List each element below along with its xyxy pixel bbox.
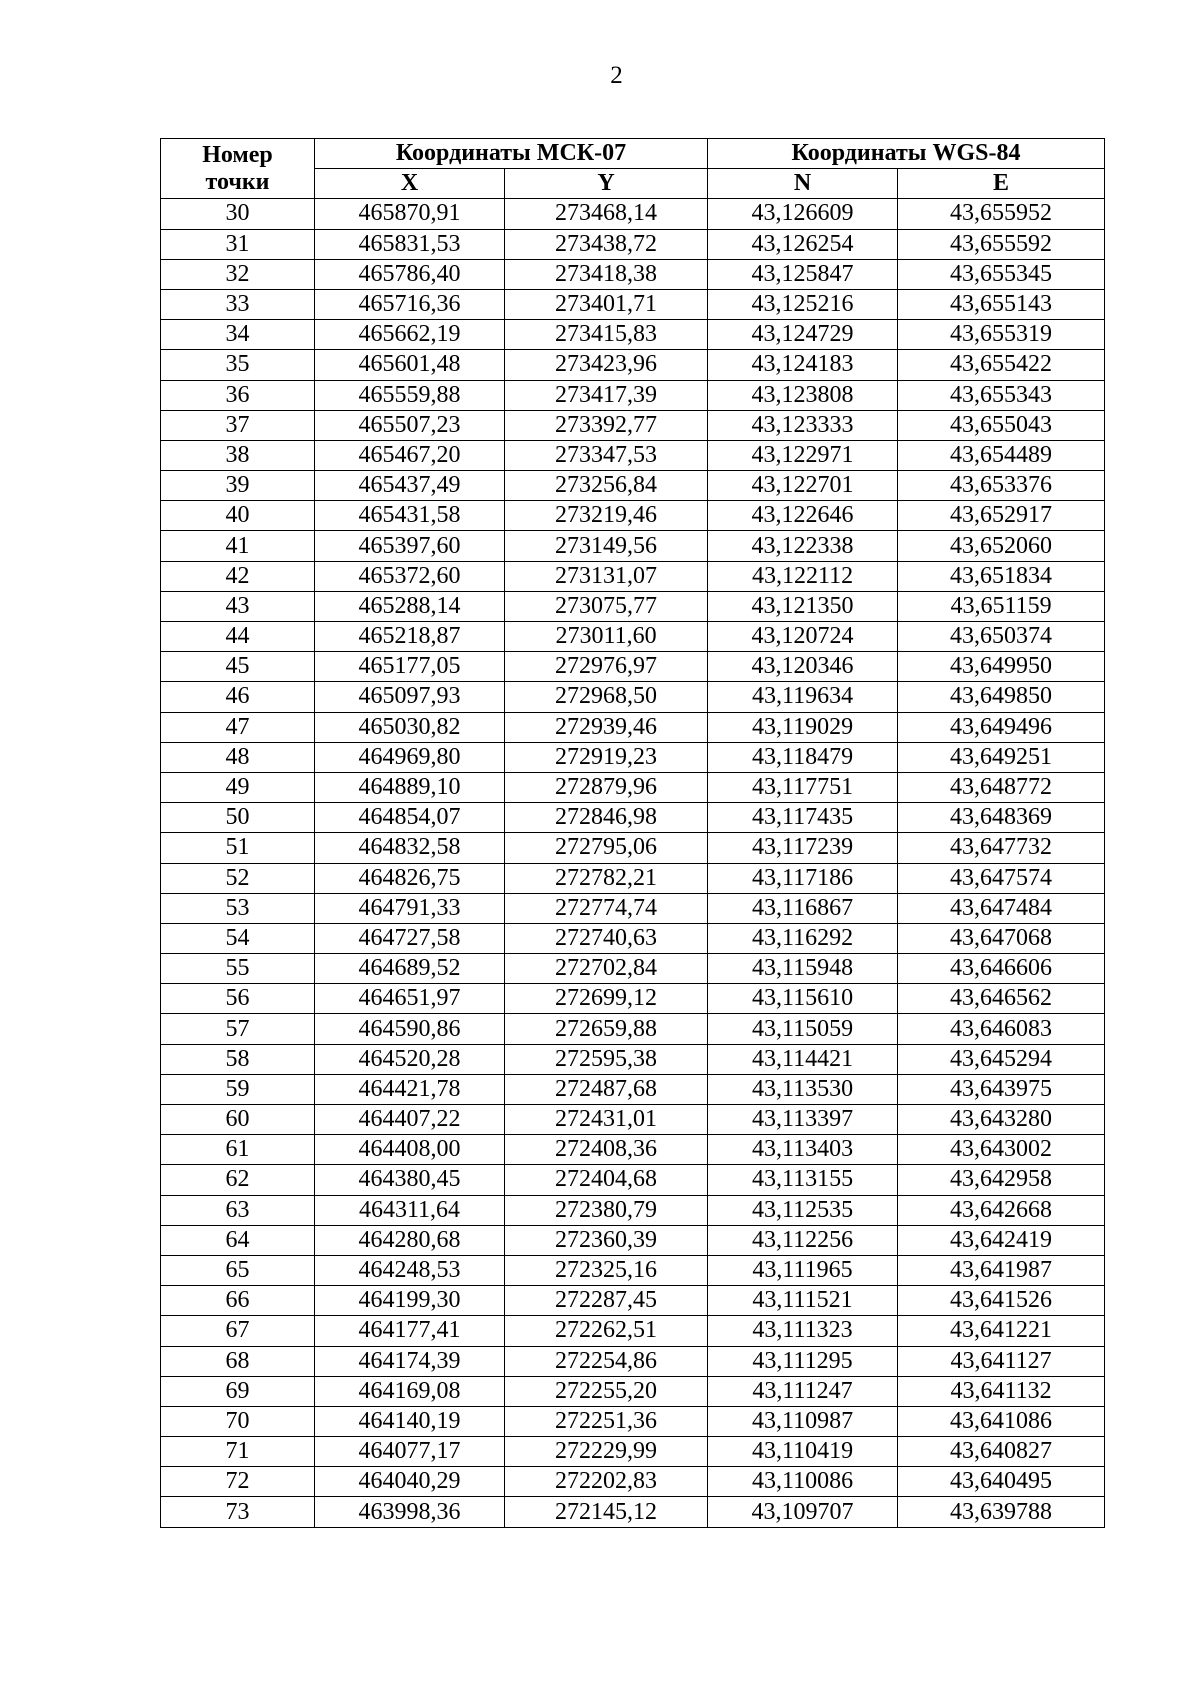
x-cell: 464421,78 [315, 1074, 505, 1104]
n-cell: 43,126254 [708, 229, 898, 259]
y-cell: 272702,84 [505, 954, 708, 984]
y-cell: 272699,12 [505, 984, 708, 1014]
y-cell: 272487,68 [505, 1074, 708, 1104]
e-cell: 43,647732 [898, 833, 1105, 863]
x-cell: 465437,49 [315, 471, 505, 501]
e-cell: 43,655345 [898, 259, 1105, 289]
x-cell: 464590,86 [315, 1014, 505, 1044]
x-cell: 464311,64 [315, 1195, 505, 1225]
e-cell: 43,646606 [898, 954, 1105, 984]
e-cell: 43,645294 [898, 1044, 1105, 1074]
n-cell: 43,111247 [708, 1376, 898, 1406]
table-row [161, 531, 1105, 561]
n-cell: 43,119029 [708, 712, 898, 742]
e-cell: 43,641221 [898, 1316, 1105, 1346]
y-cell: 273417,39 [505, 380, 708, 410]
n-cell: 43,126609 [708, 199, 898, 229]
x-cell: 465288,14 [315, 591, 505, 621]
point-number-cell: 72 [161, 1467, 315, 1497]
point-number-cell: 48 [161, 742, 315, 772]
x-cell: 464169,08 [315, 1376, 505, 1406]
n-cell: 43,111521 [708, 1286, 898, 1316]
e-cell: 43,647574 [898, 863, 1105, 893]
point-number-cell: 59 [161, 1074, 315, 1104]
y-cell: 272431,01 [505, 1105, 708, 1135]
wgs-84-group-header: Координаты WGS-84 [708, 139, 1105, 169]
n-cell: 43,120724 [708, 622, 898, 652]
y-cell: 272380,79 [505, 1195, 708, 1225]
e-cell: 43,654489 [898, 440, 1105, 470]
x-cell: 465870,91 [315, 199, 505, 229]
x-cell: 464889,10 [315, 772, 505, 802]
table-row [161, 1437, 1105, 1467]
point-number-header [161, 139, 315, 199]
x-cell: 464520,28 [315, 1044, 505, 1074]
n-cell: 43,125847 [708, 259, 898, 289]
point-number-cell: 36 [161, 380, 315, 410]
n-cell: 43,125216 [708, 289, 898, 319]
point-number-cell: 39 [161, 471, 315, 501]
n-cell: 43,112256 [708, 1225, 898, 1255]
point-number-cell: 40 [161, 501, 315, 531]
y-cell: 272255,20 [505, 1376, 708, 1406]
y-cell: 272740,63 [505, 923, 708, 953]
x-cell: 464177,41 [315, 1316, 505, 1346]
point-number-cell: 65 [161, 1255, 315, 1285]
e-cell: 43,648369 [898, 803, 1105, 833]
table-row [161, 1044, 1105, 1074]
x-cell: 464689,52 [315, 954, 505, 984]
e-cell: 43,655422 [898, 350, 1105, 380]
e-cell: 43,641127 [898, 1346, 1105, 1376]
x-cell: 465662,19 [315, 320, 505, 350]
n-cell: 43,117186 [708, 863, 898, 893]
point-number-cell: 50 [161, 803, 315, 833]
n-cell: 43,117435 [708, 803, 898, 833]
e-cell: 43,650374 [898, 622, 1105, 652]
n-cell: 43,115059 [708, 1014, 898, 1044]
msk-07-group-header: Координаты МСК-07 [315, 139, 708, 169]
coordinates-table [160, 138, 1105, 1528]
point-number-cell: 37 [161, 410, 315, 440]
table-header [161, 139, 1105, 199]
table-row [161, 984, 1105, 1014]
e-cell: 43,655343 [898, 380, 1105, 410]
y-cell: 272659,88 [505, 1014, 708, 1044]
point-number-cell: 35 [161, 350, 315, 380]
e-cell: 43,641987 [898, 1255, 1105, 1285]
point-number-cell: 56 [161, 984, 315, 1014]
y-cell: 272404,68 [505, 1165, 708, 1195]
n-cell: 43,124183 [708, 350, 898, 380]
table-row [161, 712, 1105, 742]
point-number-cell: 38 [161, 440, 315, 470]
y-cell: 272408,36 [505, 1135, 708, 1165]
table-row [161, 652, 1105, 682]
table-row [161, 471, 1105, 501]
table-row [161, 1286, 1105, 1316]
e-cell: 43,646562 [898, 984, 1105, 1014]
table-row [161, 289, 1105, 319]
table-row [161, 199, 1105, 229]
point-number-cell: 71 [161, 1437, 315, 1467]
y-cell: 272782,21 [505, 863, 708, 893]
point-number-cell: 69 [161, 1376, 315, 1406]
point-number-cell: 46 [161, 682, 315, 712]
x-cell: 464969,80 [315, 742, 505, 772]
n-cell: 43,121350 [708, 591, 898, 621]
point-number-cell: 43 [161, 591, 315, 621]
x-cell: 465507,23 [315, 410, 505, 440]
e-cell: 43,641526 [898, 1286, 1105, 1316]
n-cell: 43,110987 [708, 1406, 898, 1436]
x-cell: 465831,53 [315, 229, 505, 259]
point-number-cell: 62 [161, 1165, 315, 1195]
n-cell: 43,115948 [708, 954, 898, 984]
n-cell: 43,123808 [708, 380, 898, 410]
table-row [161, 1135, 1105, 1165]
e-cell: 43,648772 [898, 772, 1105, 802]
x-cell: 464832,58 [315, 833, 505, 863]
table-row [161, 1376, 1105, 1406]
x-cell: 464280,68 [315, 1225, 505, 1255]
table-row [161, 1255, 1105, 1285]
table-row [161, 380, 1105, 410]
y-cell: 272287,45 [505, 1286, 708, 1316]
x-cell: 464854,07 [315, 803, 505, 833]
n-cell: 43,117239 [708, 833, 898, 863]
y-cell: 272795,06 [505, 833, 708, 863]
table-row [161, 833, 1105, 863]
y-cell: 273423,96 [505, 350, 708, 380]
x-cell: 464727,58 [315, 923, 505, 953]
point-number-cell: 30 [161, 199, 315, 229]
y-cell: 272968,50 [505, 682, 708, 712]
n-cell: 43,113155 [708, 1165, 898, 1195]
y-cell: 272229,99 [505, 1437, 708, 1467]
n-cell: 43,123333 [708, 410, 898, 440]
n-cell: 43,115610 [708, 984, 898, 1014]
point-number-cell: 70 [161, 1406, 315, 1436]
point-number-cell: 31 [161, 229, 315, 259]
table-row [161, 501, 1105, 531]
point-number-cell: 47 [161, 712, 315, 742]
e-cell: 43,642668 [898, 1195, 1105, 1225]
point-number-cell: 68 [161, 1346, 315, 1376]
x-cell: 464077,17 [315, 1437, 505, 1467]
e-cell: 43,647068 [898, 923, 1105, 953]
y-cell: 272976,97 [505, 652, 708, 682]
n-cell: 43,111295 [708, 1346, 898, 1376]
table-row [161, 1105, 1105, 1135]
table-row [161, 561, 1105, 591]
n-cell: 43,124729 [708, 320, 898, 350]
y-cell: 273219,46 [505, 501, 708, 531]
x-cell: 463998,36 [315, 1497, 505, 1527]
e-cell: 43,649850 [898, 682, 1105, 712]
point-number-cell: 66 [161, 1286, 315, 1316]
e-cell: 43,655043 [898, 410, 1105, 440]
x-cell: 464651,97 [315, 984, 505, 1014]
point-number-cell: 32 [161, 259, 315, 289]
header-row-groups [161, 139, 1105, 169]
e-cell: 43,643280 [898, 1105, 1105, 1135]
x-cell: 465030,82 [315, 712, 505, 742]
y-cell: 273415,83 [505, 320, 708, 350]
point-number-cell: 42 [161, 561, 315, 591]
point-number-header-line2: точки [205, 168, 270, 195]
y-cell: 272879,96 [505, 772, 708, 802]
table-row [161, 1225, 1105, 1255]
x-cell: 464174,39 [315, 1346, 505, 1376]
e-cell: 43,655952 [898, 199, 1105, 229]
column-header-n: N [708, 169, 898, 199]
y-cell: 272251,36 [505, 1406, 708, 1436]
point-number-cell: 64 [161, 1225, 315, 1255]
table-row [161, 259, 1105, 289]
e-cell: 43,652060 [898, 531, 1105, 561]
table-row [161, 863, 1105, 893]
y-cell: 272145,12 [505, 1497, 708, 1527]
e-cell: 43,655592 [898, 229, 1105, 259]
x-cell: 464791,33 [315, 893, 505, 923]
point-number-cell: 51 [161, 833, 315, 863]
point-number-cell: 67 [161, 1316, 315, 1346]
n-cell: 43,116867 [708, 893, 898, 923]
table-row [161, 1406, 1105, 1436]
x-cell: 464248,53 [315, 1255, 505, 1285]
table-row [161, 1467, 1105, 1497]
table-row [161, 440, 1105, 470]
table-row [161, 1195, 1105, 1225]
e-cell: 43,640827 [898, 1437, 1105, 1467]
x-cell: 464040,29 [315, 1467, 505, 1497]
y-cell: 272262,51 [505, 1316, 708, 1346]
n-cell: 43,122112 [708, 561, 898, 591]
table-row [161, 320, 1105, 350]
n-cell: 43,117751 [708, 772, 898, 802]
point-number-cell: 52 [161, 863, 315, 893]
n-cell: 43,119634 [708, 682, 898, 712]
table-row [161, 893, 1105, 923]
e-cell: 43,646083 [898, 1014, 1105, 1044]
y-cell: 272202,83 [505, 1467, 708, 1497]
n-cell: 43,111965 [708, 1255, 898, 1285]
e-cell: 43,655319 [898, 320, 1105, 350]
y-cell: 272360,39 [505, 1225, 708, 1255]
table-row [161, 229, 1105, 259]
x-cell: 465716,36 [315, 289, 505, 319]
x-cell: 465786,40 [315, 259, 505, 289]
y-cell: 273075,77 [505, 591, 708, 621]
table-row [161, 682, 1105, 712]
point-number-cell: 55 [161, 954, 315, 984]
e-cell: 43,642419 [898, 1225, 1105, 1255]
point-number-header-line1: Номер [202, 141, 273, 168]
point-number-cell: 54 [161, 923, 315, 953]
n-cell: 43,110419 [708, 1437, 898, 1467]
x-cell: 464380,45 [315, 1165, 505, 1195]
y-cell: 273418,38 [505, 259, 708, 289]
n-cell: 43,114421 [708, 1044, 898, 1074]
table-row [161, 803, 1105, 833]
e-cell: 43,641132 [898, 1376, 1105, 1406]
n-cell: 43,122971 [708, 440, 898, 470]
x-cell: 465559,88 [315, 380, 505, 410]
y-cell: 272254,86 [505, 1346, 708, 1376]
table-row [161, 622, 1105, 652]
n-cell: 43,118479 [708, 742, 898, 772]
n-cell: 43,113530 [708, 1074, 898, 1104]
point-number-cell: 44 [161, 622, 315, 652]
n-cell: 43,122338 [708, 531, 898, 561]
table-row [161, 1497, 1105, 1527]
y-cell: 272595,38 [505, 1044, 708, 1074]
x-cell: 465601,48 [315, 350, 505, 380]
y-cell: 273468,14 [505, 199, 708, 229]
e-cell: 43,642958 [898, 1165, 1105, 1195]
column-header-x: X [315, 169, 505, 199]
x-cell: 465431,58 [315, 501, 505, 531]
n-cell: 43,120346 [708, 652, 898, 682]
x-cell: 465097,93 [315, 682, 505, 712]
table-row [161, 954, 1105, 984]
e-cell: 43,643975 [898, 1074, 1105, 1104]
e-cell: 43,639788 [898, 1497, 1105, 1527]
x-cell: 465177,05 [315, 652, 505, 682]
point-number-cell: 60 [161, 1105, 315, 1135]
column-header-e: E [898, 169, 1105, 199]
point-number-cell: 49 [161, 772, 315, 802]
point-number-cell: 34 [161, 320, 315, 350]
table-row [161, 923, 1105, 953]
y-cell: 273347,53 [505, 440, 708, 470]
e-cell: 43,655143 [898, 289, 1105, 319]
point-number-cell: 33 [161, 289, 315, 319]
y-cell: 272846,98 [505, 803, 708, 833]
y-cell: 273011,60 [505, 622, 708, 652]
x-cell: 465467,20 [315, 440, 505, 470]
table-row [161, 1346, 1105, 1376]
y-cell: 273131,07 [505, 561, 708, 591]
e-cell: 43,649496 [898, 712, 1105, 742]
y-cell: 273401,71 [505, 289, 708, 319]
y-cell: 272325,16 [505, 1255, 708, 1285]
x-cell: 464826,75 [315, 863, 505, 893]
e-cell: 43,652917 [898, 501, 1105, 531]
y-cell: 273438,72 [505, 229, 708, 259]
point-number-cell: 57 [161, 1014, 315, 1044]
x-cell: 465218,87 [315, 622, 505, 652]
e-cell: 43,640495 [898, 1467, 1105, 1497]
table-row [161, 591, 1105, 621]
n-cell: 43,109707 [708, 1497, 898, 1527]
x-cell: 464140,19 [315, 1406, 505, 1436]
n-cell: 43,116292 [708, 923, 898, 953]
x-cell: 464407,22 [315, 1105, 505, 1135]
y-cell: 272939,46 [505, 712, 708, 742]
e-cell: 43,643002 [898, 1135, 1105, 1165]
n-cell: 43,113397 [708, 1105, 898, 1135]
x-cell: 465372,60 [315, 561, 505, 591]
point-number-cell: 45 [161, 652, 315, 682]
table-row [161, 1014, 1105, 1044]
table-row [161, 1165, 1105, 1195]
e-cell: 43,653376 [898, 471, 1105, 501]
e-cell: 43,647484 [898, 893, 1105, 923]
n-cell: 43,110086 [708, 1467, 898, 1497]
x-cell: 465397,60 [315, 531, 505, 561]
y-cell: 273149,56 [505, 531, 708, 561]
table-row [161, 410, 1105, 440]
table-row [161, 1074, 1105, 1104]
table-row [161, 772, 1105, 802]
point-number-cell: 53 [161, 893, 315, 923]
table-row [161, 350, 1105, 380]
n-cell: 43,122701 [708, 471, 898, 501]
e-cell: 43,649251 [898, 742, 1105, 772]
page-number: 2 [610, 62, 623, 89]
table-body [161, 199, 1105, 1527]
point-number-cell: 61 [161, 1135, 315, 1165]
n-cell: 43,113403 [708, 1135, 898, 1165]
n-cell: 43,112535 [708, 1195, 898, 1225]
n-cell: 43,122646 [708, 501, 898, 531]
y-cell: 273392,77 [505, 410, 708, 440]
y-cell: 273256,84 [505, 471, 708, 501]
x-cell: 464199,30 [315, 1286, 505, 1316]
e-cell: 43,651834 [898, 561, 1105, 591]
point-number-cell: 63 [161, 1195, 315, 1225]
point-number-cell: 41 [161, 531, 315, 561]
y-cell: 272919,23 [505, 742, 708, 772]
n-cell: 43,111323 [708, 1316, 898, 1346]
x-cell: 464408,00 [315, 1135, 505, 1165]
e-cell: 43,641086 [898, 1406, 1105, 1436]
e-cell: 43,651159 [898, 591, 1105, 621]
table-row [161, 1316, 1105, 1346]
table-row [161, 742, 1105, 772]
column-header-y: Y [505, 169, 708, 199]
point-number-cell: 58 [161, 1044, 315, 1074]
y-cell: 272774,74 [505, 893, 708, 923]
point-number-cell: 73 [161, 1497, 315, 1527]
e-cell: 43,649950 [898, 652, 1105, 682]
